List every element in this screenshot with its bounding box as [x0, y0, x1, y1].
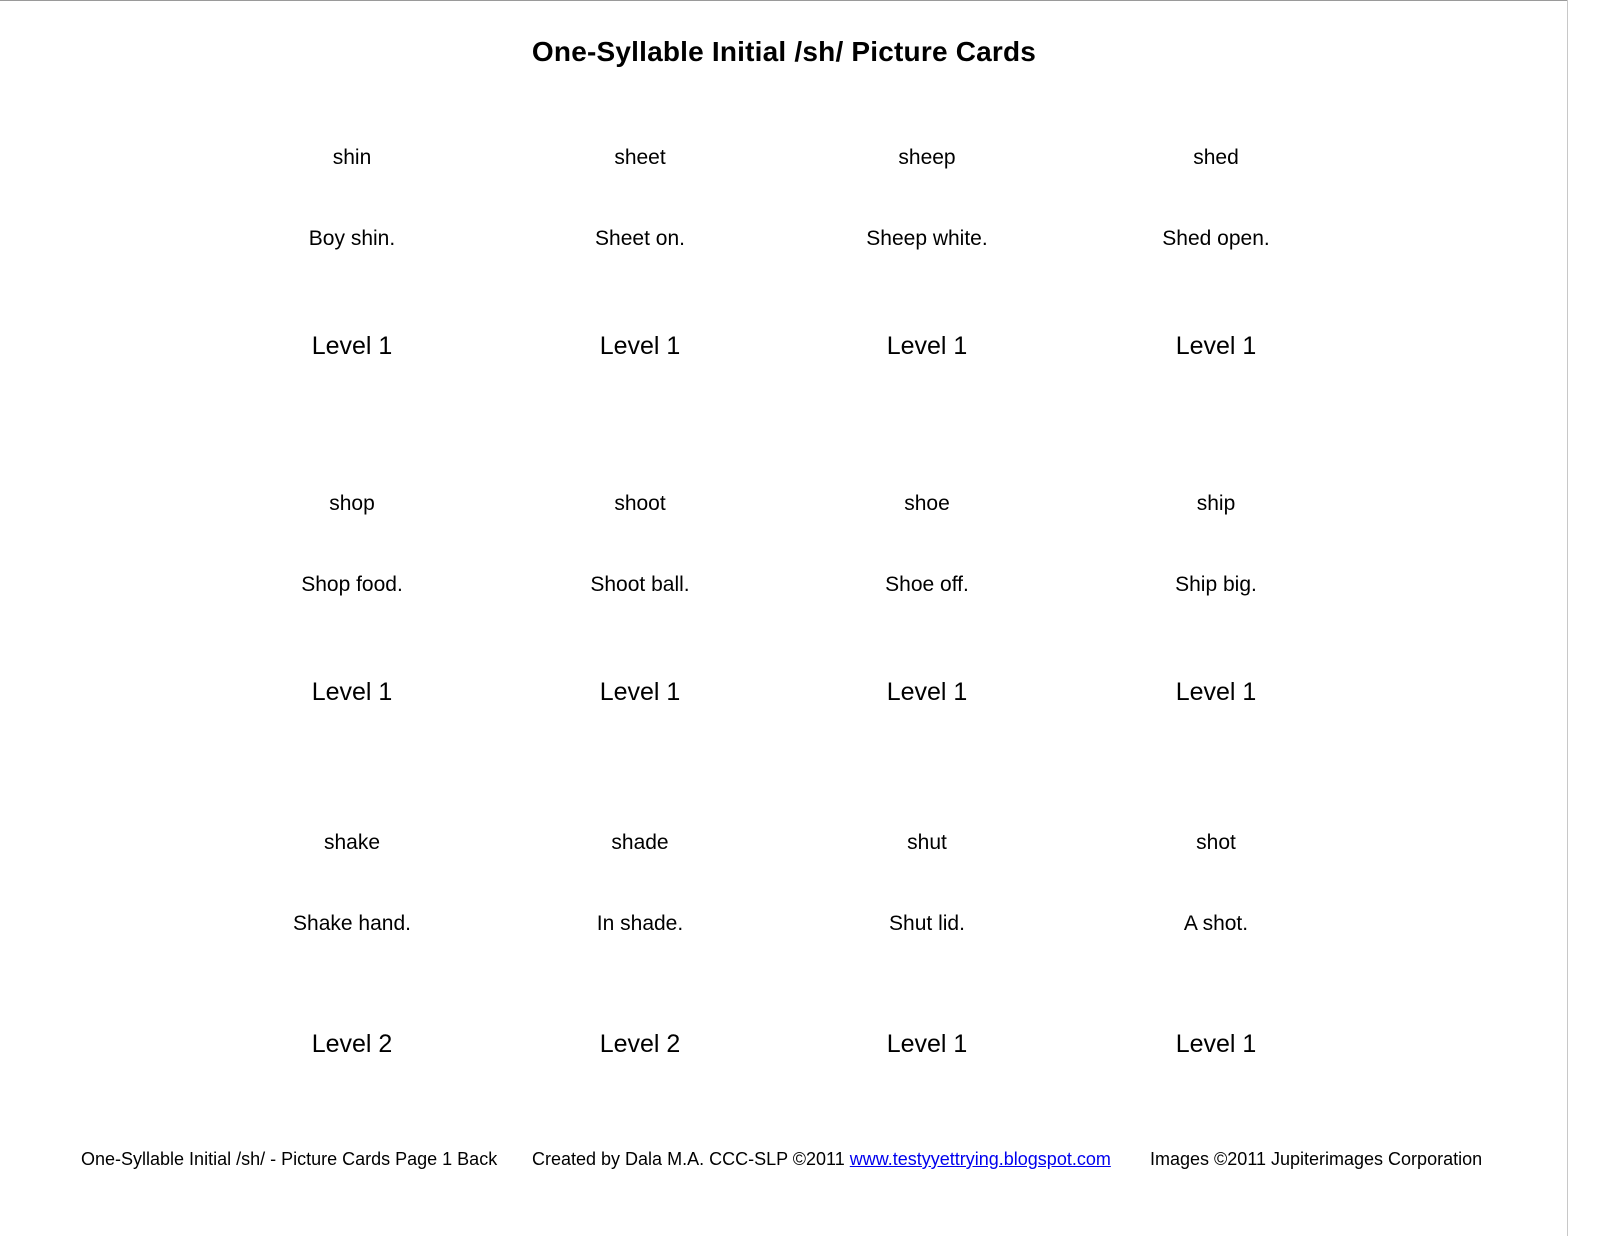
card-word: shin — [332, 146, 372, 169]
footer-images-credit: Images ©2011 Jupiterimages Corporation — [1150, 1149, 1483, 1169]
page-title: One-Syllable Initial /sh/ Picture Cards — [531, 36, 1037, 67]
card-level: Level 2 — [311, 1030, 393, 1058]
card-word: shake — [323, 831, 381, 854]
card-level: Level 1 — [886, 678, 968, 706]
card-word: shoe — [904, 492, 950, 515]
card-word: shop — [329, 492, 375, 515]
card-level: Level 1 — [1175, 1030, 1257, 1058]
card-sentence: Shoe off. — [885, 573, 969, 596]
card-level: Level 1 — [311, 332, 393, 360]
blog-link[interactable]: www.testyyettrying.blogspot.com — [849, 1149, 1111, 1169]
card-level: Level 1 — [1175, 678, 1257, 706]
card-sentence: Shop food. — [301, 573, 403, 596]
card-level: Level 1 — [599, 678, 681, 706]
card-sentence: Boy shin. — [308, 227, 396, 250]
card-sentence: Sheet on. — [595, 227, 685, 250]
card-level: Level 1 — [599, 332, 681, 360]
card-sentence: Shake hand. — [293, 912, 411, 935]
card-word: shot — [1196, 831, 1236, 854]
footer-credit-text: Created by Dala M.A. CCC-SLP ©2011 — [532, 1149, 850, 1169]
card-word: shut — [907, 831, 947, 854]
card-word: sheep — [898, 146, 956, 169]
card-sentence: In shade. — [596, 912, 684, 935]
card-sentence: Shoot ball. — [590, 573, 690, 596]
card-word: ship — [1196, 492, 1236, 515]
card-word: shade — [611, 831, 669, 854]
card-level: Level 1 — [886, 1030, 968, 1058]
card-sentence: Shut lid. — [889, 912, 965, 935]
footer-credit — [532, 1149, 1111, 1170]
card-word: shoot — [614, 492, 666, 515]
card-sentence: Sheep white. — [866, 227, 988, 250]
card-level: Level 1 — [311, 678, 393, 706]
card-level: Level 1 — [1175, 332, 1257, 360]
footer-left-text: One-Syllable Initial /sh/ - Picture Cards Page 1 Back — [81, 1149, 498, 1169]
card-level: Level 2 — [599, 1030, 681, 1058]
card-word: sheet — [614, 146, 666, 169]
card-sentence: A shot. — [1183, 912, 1249, 935]
card-level: Level 1 — [886, 332, 968, 360]
card-sentence: Ship big. — [1175, 573, 1257, 596]
card-word: shed — [1193, 146, 1239, 169]
card-sentence: Shed open. — [1162, 227, 1270, 250]
